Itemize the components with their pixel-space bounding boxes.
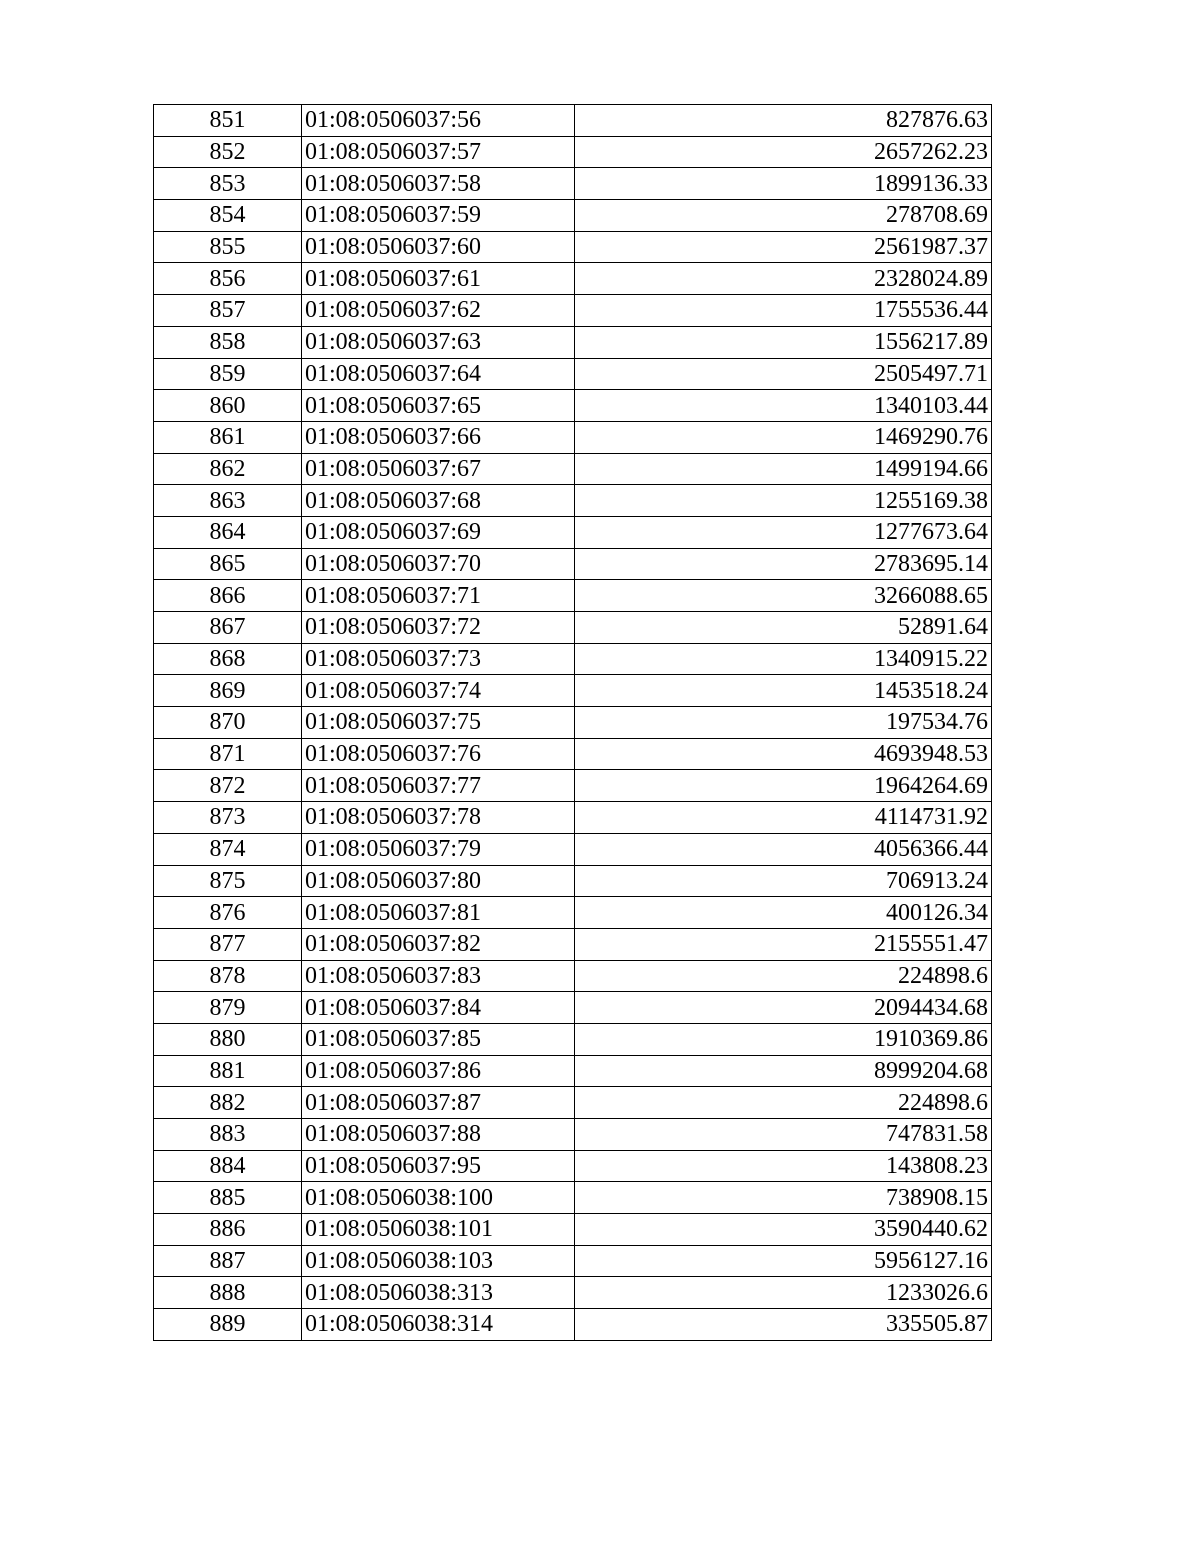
table-row xyxy=(154,833,992,865)
cadastral-number-cell: 01:08:0506037:85 xyxy=(302,1023,575,1055)
amount-cell: 1277673.64 xyxy=(575,516,992,548)
table-row xyxy=(154,992,992,1024)
table-row xyxy=(154,802,992,834)
amount-cell: 1469290.76 xyxy=(575,421,992,453)
row-number-cell: 889 xyxy=(154,1309,302,1341)
row-number-cell: 873 xyxy=(154,802,302,834)
amount-cell: 1556217.89 xyxy=(575,326,992,358)
table-row xyxy=(154,516,992,548)
cadastral-number-cell: 01:08:0506037:79 xyxy=(302,833,575,865)
amount-cell: 4056366.44 xyxy=(575,833,992,865)
amount-cell: 1233026.6 xyxy=(575,1277,992,1309)
cadastral-number-cell: 01:08:0506037:66 xyxy=(302,421,575,453)
cadastral-number-cell: 01:08:0506037:56 xyxy=(302,105,575,137)
row-number-cell: 883 xyxy=(154,1119,302,1151)
row-number-cell: 860 xyxy=(154,390,302,422)
amount-cell: 706913.24 xyxy=(575,865,992,897)
row-number-cell: 885 xyxy=(154,1182,302,1214)
table-row xyxy=(154,643,992,675)
cadastral-number-cell: 01:08:0506037:81 xyxy=(302,897,575,929)
cadastral-number-cell: 01:08:0506038:100 xyxy=(302,1182,575,1214)
row-number-cell: 872 xyxy=(154,770,302,802)
row-number-cell: 877 xyxy=(154,928,302,960)
amount-cell: 2561987.37 xyxy=(575,231,992,263)
cadastral-number-cell: 01:08:0506037:77 xyxy=(302,770,575,802)
row-number-cell: 881 xyxy=(154,1055,302,1087)
amount-cell: 2328024.89 xyxy=(575,263,992,295)
table-row xyxy=(154,612,992,644)
row-number-cell: 859 xyxy=(154,358,302,390)
amount-cell: 1340915.22 xyxy=(575,643,992,675)
table-row xyxy=(154,1182,992,1214)
cadastral-number-cell: 01:08:0506038:101 xyxy=(302,1214,575,1246)
cadastral-number-cell: 01:08:0506037:84 xyxy=(302,992,575,1024)
amount-cell: 1255169.38 xyxy=(575,485,992,517)
amount-cell: 1755536.44 xyxy=(575,295,992,327)
amount-cell: 224898.6 xyxy=(575,1087,992,1119)
table-row xyxy=(154,1309,992,1341)
cadastral-number-cell: 01:08:0506037:72 xyxy=(302,612,575,644)
table-row xyxy=(154,295,992,327)
amount-cell: 8999204.68 xyxy=(575,1055,992,1087)
row-number-cell: 868 xyxy=(154,643,302,675)
table-row xyxy=(154,358,992,390)
row-number-cell: 871 xyxy=(154,738,302,770)
cadastral-number-cell: 01:08:0506037:70 xyxy=(302,548,575,580)
amount-cell: 3266088.65 xyxy=(575,580,992,612)
amount-cell: 5956127.16 xyxy=(575,1245,992,1277)
row-number-cell: 882 xyxy=(154,1087,302,1119)
cadastral-number-cell: 01:08:0506037:67 xyxy=(302,453,575,485)
row-number-cell: 865 xyxy=(154,548,302,580)
amount-cell: 143808.23 xyxy=(575,1150,992,1182)
table-row xyxy=(154,263,992,295)
amount-cell: 1910369.86 xyxy=(575,1023,992,1055)
table-row xyxy=(154,1087,992,1119)
cadastral-number-cell: 01:08:0506037:76 xyxy=(302,738,575,770)
row-number-cell: 853 xyxy=(154,168,302,200)
cadastral-number-cell: 01:08:0506037:86 xyxy=(302,1055,575,1087)
row-number-cell: 887 xyxy=(154,1245,302,1277)
amount-cell: 4693948.53 xyxy=(575,738,992,770)
row-number-cell: 888 xyxy=(154,1277,302,1309)
row-number-cell: 856 xyxy=(154,263,302,295)
row-number-cell: 879 xyxy=(154,992,302,1024)
table-row xyxy=(154,105,992,137)
table-row xyxy=(154,231,992,263)
cadastral-number-cell: 01:08:0506037:63 xyxy=(302,326,575,358)
table-row xyxy=(154,168,992,200)
row-number-cell: 861 xyxy=(154,421,302,453)
table-row xyxy=(154,421,992,453)
cadastral-number-cell: 01:08:0506037:78 xyxy=(302,802,575,834)
amount-cell: 1340103.44 xyxy=(575,390,992,422)
amount-cell: 747831.58 xyxy=(575,1119,992,1151)
cadastral-number-cell: 01:08:0506037:65 xyxy=(302,390,575,422)
row-number-cell: 874 xyxy=(154,833,302,865)
row-number-cell: 863 xyxy=(154,485,302,517)
cadastral-number-cell: 01:08:0506038:314 xyxy=(302,1309,575,1341)
table-row xyxy=(154,770,992,802)
amount-cell: 2155551.47 xyxy=(575,928,992,960)
row-number-cell: 875 xyxy=(154,865,302,897)
cadastral-number-cell: 01:08:0506038:103 xyxy=(302,1245,575,1277)
row-number-cell: 857 xyxy=(154,295,302,327)
table-row xyxy=(154,200,992,232)
table-row xyxy=(154,960,992,992)
cadastral-number-cell: 01:08:0506037:59 xyxy=(302,200,575,232)
amount-cell: 738908.15 xyxy=(575,1182,992,1214)
cadastral-number-cell: 01:08:0506037:87 xyxy=(302,1087,575,1119)
table-row xyxy=(154,1214,992,1246)
amount-cell: 335505.87 xyxy=(575,1309,992,1341)
amount-cell: 2783695.14 xyxy=(575,548,992,580)
amount-cell: 827876.63 xyxy=(575,105,992,137)
table-row xyxy=(154,136,992,168)
row-number-cell: 866 xyxy=(154,580,302,612)
row-number-cell: 854 xyxy=(154,200,302,232)
amount-cell: 1899136.33 xyxy=(575,168,992,200)
cadastral-number-cell: 01:08:0506037:88 xyxy=(302,1119,575,1151)
cadastral-number-cell: 01:08:0506037:95 xyxy=(302,1150,575,1182)
cadastral-number-cell: 01:08:0506037:62 xyxy=(302,295,575,327)
row-number-cell: 884 xyxy=(154,1150,302,1182)
row-number-cell: 852 xyxy=(154,136,302,168)
cadastral-number-cell: 01:08:0506037:83 xyxy=(302,960,575,992)
cadastral-number-cell: 01:08:0506037:64 xyxy=(302,358,575,390)
table-row xyxy=(154,897,992,929)
row-number-cell: 870 xyxy=(154,707,302,739)
amount-cell: 400126.34 xyxy=(575,897,992,929)
amount-cell: 1499194.66 xyxy=(575,453,992,485)
amount-cell: 2505497.71 xyxy=(575,358,992,390)
cadastral-number-cell: 01:08:0506037:69 xyxy=(302,516,575,548)
cadastral-number-cell: 01:08:0506037:80 xyxy=(302,865,575,897)
row-number-cell: 864 xyxy=(154,516,302,548)
table-row xyxy=(154,707,992,739)
table-row xyxy=(154,580,992,612)
amount-cell: 1964264.69 xyxy=(575,770,992,802)
cadastral-number-cell: 01:08:0506038:313 xyxy=(302,1277,575,1309)
table-row xyxy=(154,1245,992,1277)
table-row xyxy=(154,865,992,897)
amount-cell: 2657262.23 xyxy=(575,136,992,168)
cadastral-number-cell: 01:08:0506037:61 xyxy=(302,263,575,295)
cadastral-number-cell: 01:08:0506037:74 xyxy=(302,675,575,707)
row-number-cell: 851 xyxy=(154,105,302,137)
cadastral-number-cell: 01:08:0506037:60 xyxy=(302,231,575,263)
amount-cell: 278708.69 xyxy=(575,200,992,232)
table-row xyxy=(154,1023,992,1055)
table-row xyxy=(154,1277,992,1309)
cadastral-number-cell: 01:08:0506037:58 xyxy=(302,168,575,200)
cadastral-number-cell: 01:08:0506037:71 xyxy=(302,580,575,612)
amount-cell: 224898.6 xyxy=(575,960,992,992)
table-row xyxy=(154,928,992,960)
table-row xyxy=(154,675,992,707)
cadastral-number-cell: 01:08:0506037:82 xyxy=(302,928,575,960)
table-row xyxy=(154,485,992,517)
cadastral-number-cell: 01:08:0506037:57 xyxy=(302,136,575,168)
table-row xyxy=(154,1055,992,1087)
row-number-cell: 878 xyxy=(154,960,302,992)
row-number-cell: 869 xyxy=(154,675,302,707)
row-number-cell: 862 xyxy=(154,453,302,485)
table-row xyxy=(154,1150,992,1182)
cadastral-number-cell: 01:08:0506037:73 xyxy=(302,643,575,675)
row-number-cell: 876 xyxy=(154,897,302,929)
amount-cell: 3590440.62 xyxy=(575,1214,992,1246)
row-number-cell: 867 xyxy=(154,612,302,644)
table-body xyxy=(154,105,992,1341)
amount-cell: 1453518.24 xyxy=(575,675,992,707)
table-row xyxy=(154,453,992,485)
table-row xyxy=(154,326,992,358)
amount-cell: 52891.64 xyxy=(575,612,992,644)
amount-cell: 2094434.68 xyxy=(575,992,992,1024)
amount-cell: 197534.76 xyxy=(575,707,992,739)
amount-cell: 4114731.92 xyxy=(575,802,992,834)
row-number-cell: 880 xyxy=(154,1023,302,1055)
row-number-cell: 886 xyxy=(154,1214,302,1246)
cadastral-number-cell: 01:08:0506037:68 xyxy=(302,485,575,517)
table-row xyxy=(154,738,992,770)
cadastral-number-cell: 01:08:0506037:75 xyxy=(302,707,575,739)
parcel-table xyxy=(153,104,992,1341)
table-row xyxy=(154,548,992,580)
row-number-cell: 858 xyxy=(154,326,302,358)
row-number-cell: 855 xyxy=(154,231,302,263)
table-row xyxy=(154,1119,992,1151)
table-row xyxy=(154,390,992,422)
